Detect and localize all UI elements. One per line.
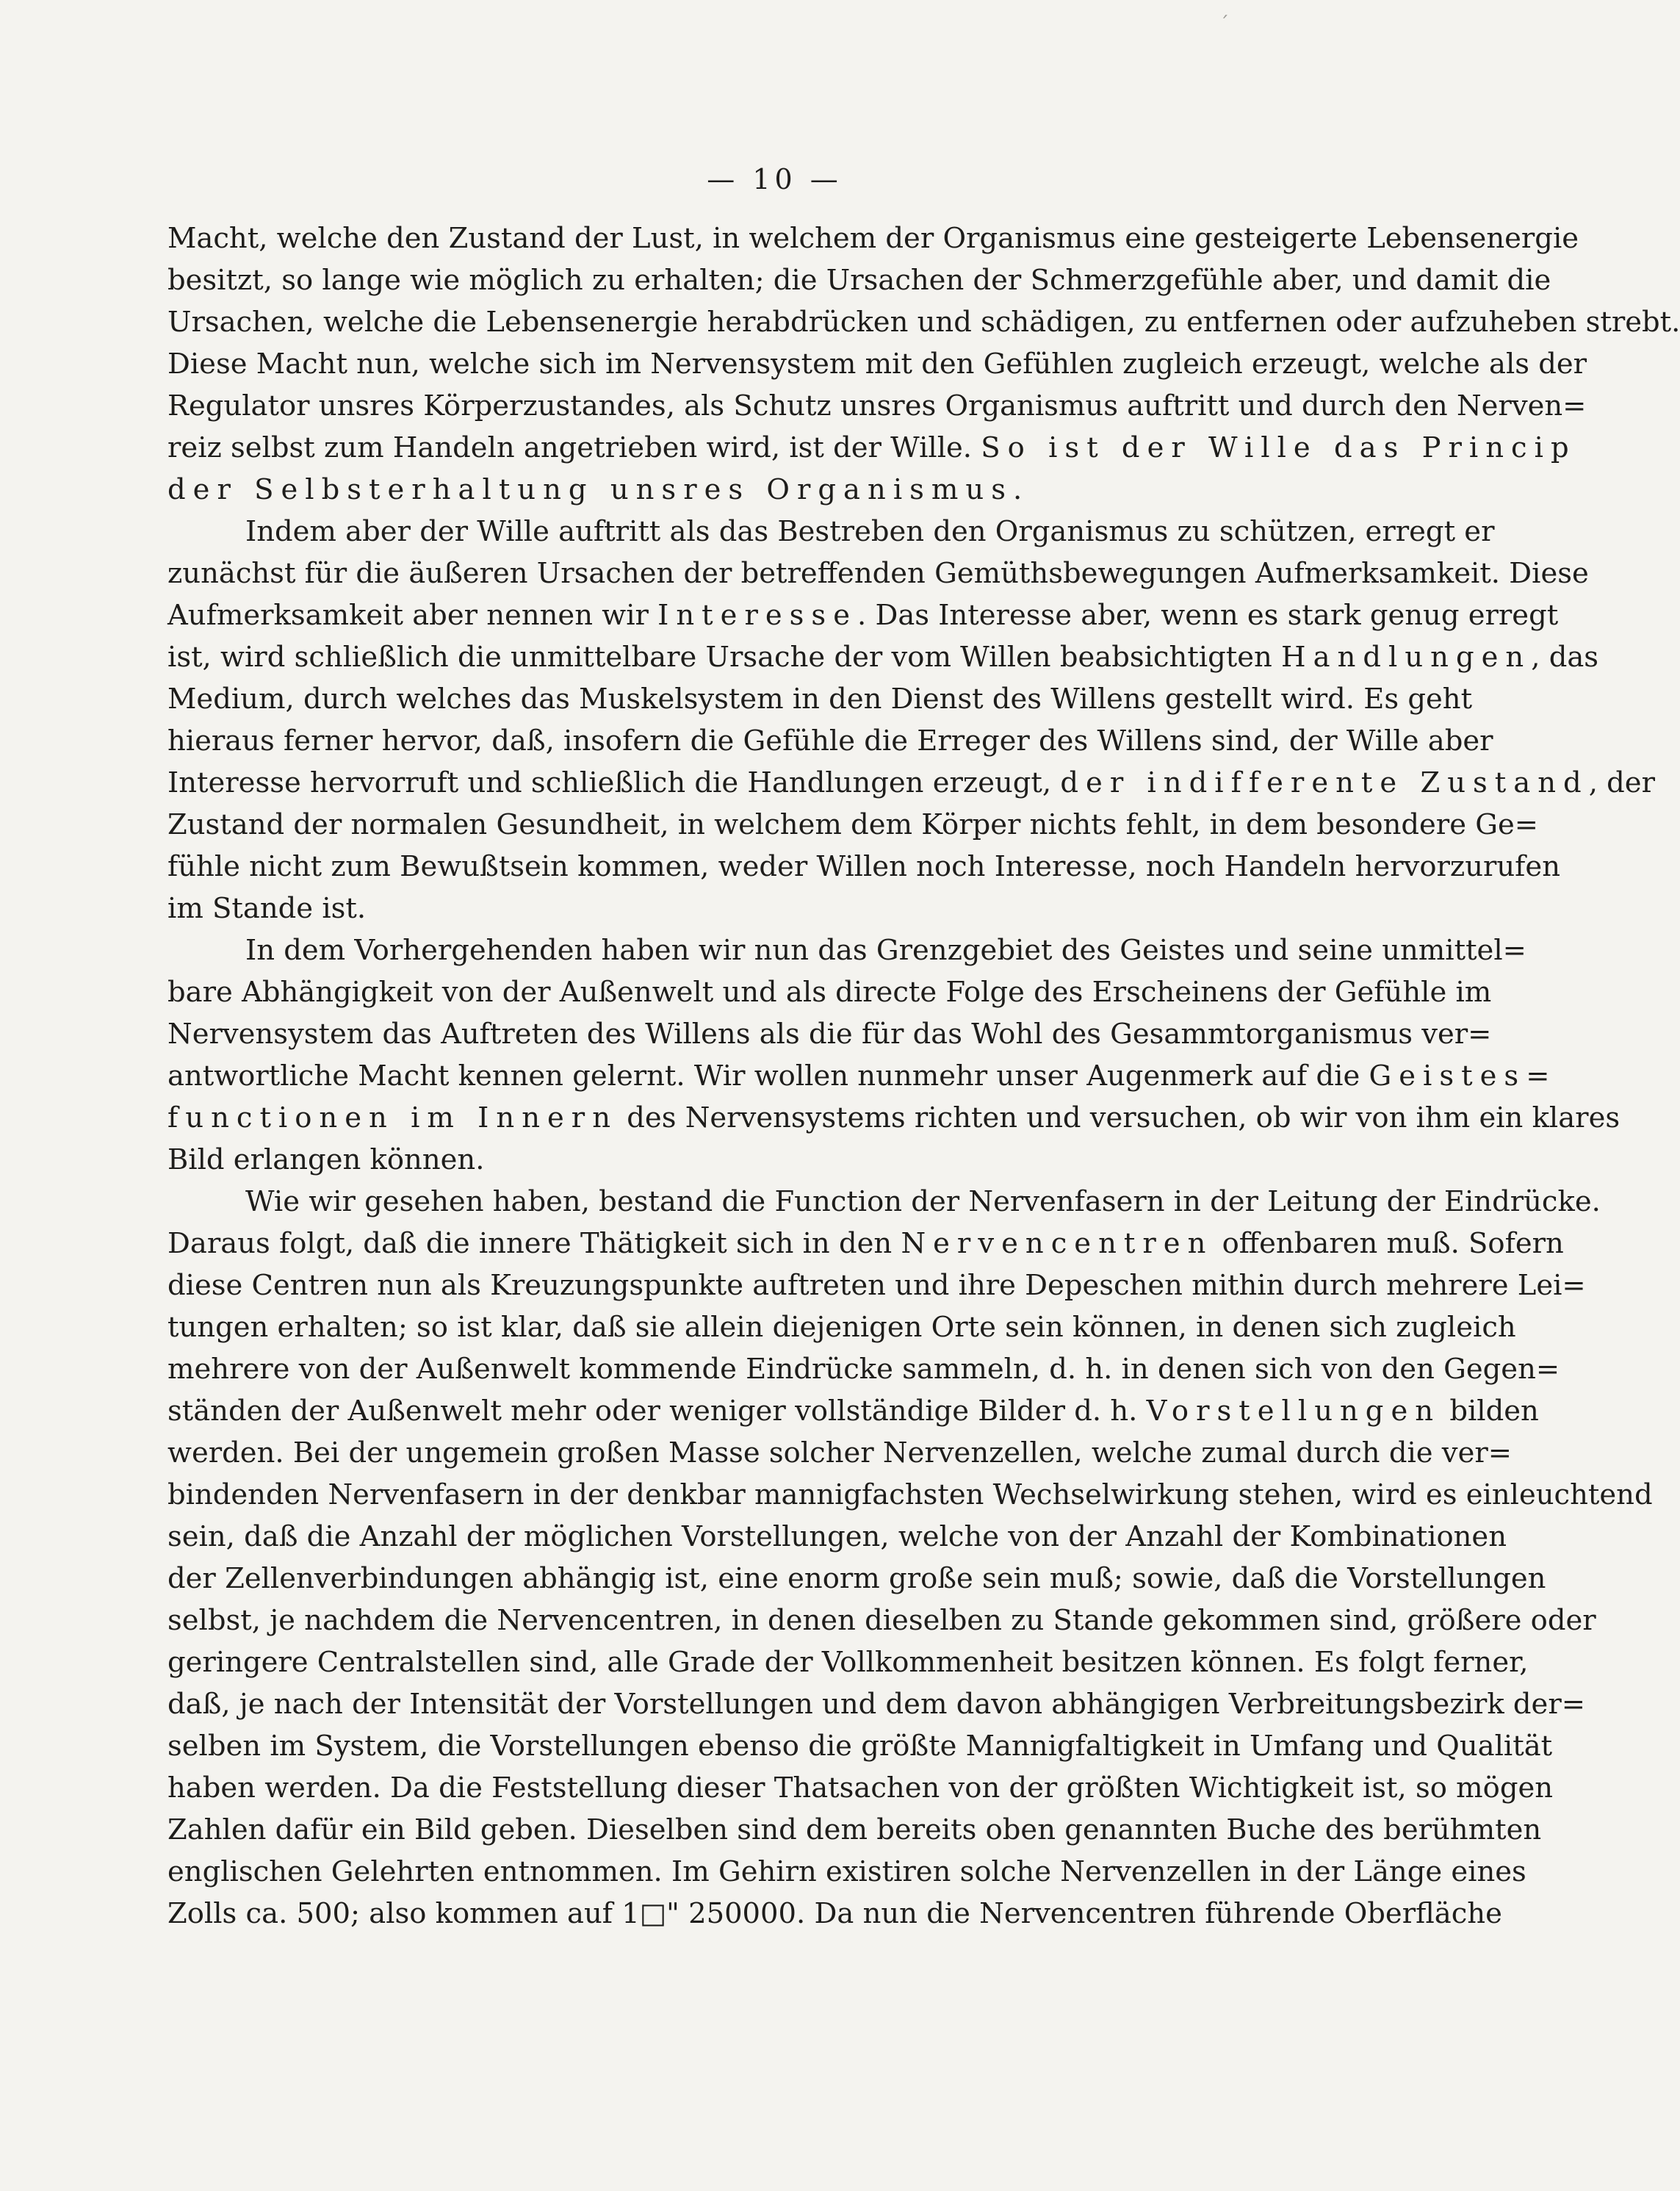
text-line: Zolls ca. 500; also kommen auf 1□" 250000. Da nun die Nervencentren führende Oberfläche — [167, 1897, 1502, 1930]
text-run: antwortliche Macht kennen gelernt. Wir wollen nunmehr unser Augenmerk auf die — [167, 1059, 1369, 1093]
text-line: Indem aber der Wille auftritt als das Bestreben den Organismus zu schützen, erregt er — [245, 515, 1495, 548]
text-line: zunächst für die äußeren Ursachen der betreffenden Gemüthsbewegungen Aufmerksamkeit. Diese — [167, 557, 1589, 590]
text-run: Daraus folgt, daß die innere Thätigkeit sich in den — [167, 1227, 901, 1260]
emphasis-line: der Selbsterhaltung unsres Organismus. — [167, 473, 1030, 506]
text-run: reiz selbst zum Handeln angetrieben wird, ist der Wille. — [167, 431, 981, 464]
text-run: des Nervensystems richten und versuchen, ob wir von ihm ein klares — [618, 1101, 1620, 1134]
corner-mark: ´ — [1219, 13, 1229, 35]
page-number-header: — 10 — — [707, 163, 843, 195]
text-line: Macht, welche den Zustand der Lust, in welchem der Organismus eine gesteigerte Lebensenergie — [167, 222, 1579, 255]
text-line: geringere Centralstellen sind, alle Grade der Vollkommenheit besitzen können. Es folgt ferner, — [167, 1646, 1529, 1679]
emphasis-text: Handlungen — [1281, 641, 1532, 674]
emphasis-text: der indifferente Zustand — [1060, 766, 1589, 799]
text-run: bilden — [1441, 1395, 1539, 1428]
text-line: Diese Macht nun, welche sich im Nervensystem mit den Gefühlen zugleich erzeugt, welche als der — [167, 348, 1587, 381]
paragraph-2 — [167, 511, 1655, 929]
text-line: selben im System, die Vorstellungen ebenso die größte Mannigfaltigkeit in Umfang und Qualität — [167, 1730, 1553, 1763]
text-run: ständen der Außenwelt mehr oder weniger vollständige Bilder d. h. — [167, 1395, 1147, 1428]
text-line: im Stande ist. — [167, 892, 367, 925]
text-line: fühle nicht zum Bewußtsein kommen, weder Willen noch Interesse, noch Handeln hervorzurufen — [167, 850, 1561, 883]
paragraph-3 — [167, 929, 1620, 1181]
emphasis-text: Nervencentren — [901, 1227, 1214, 1260]
emphasis-text: So ist der Wille das Princip — [981, 431, 1576, 464]
text-line: besitzt, so lange wie möglich zu erhalten; die Ursachen der Schmerzgefühle aber, und damit die — [167, 264, 1551, 297]
text-line — [167, 427, 1576, 469]
text-line: Ursachen, welche die Lebensenergie herabdrücken und schädigen, zu entfernen oder aufzuheben strebt. — [167, 306, 1680, 339]
text-line: selbst, je nachdem die Nervencentren, in denen dieselben zu Stande gekommen sind, größere oder — [167, 1604, 1596, 1637]
text-line: tungen erhalten; so ist klar, daß sie allein diejenigen Orte sein können, in denen sich zugleich — [167, 1311, 1516, 1344]
text-line — [167, 1097, 1620, 1139]
emphasis-text: Geistes= — [1369, 1059, 1557, 1093]
text-line: Regulator unsres Körperzustandes, als Schutz unsres Organismus auftritt und durch den Nerven= — [167, 389, 1587, 422]
text-run: , das — [1531, 641, 1599, 674]
body-text — [167, 217, 1680, 1935]
text-line: In dem Vorhergehenden haben wir nun das Grenzgebiet des Geistes und seine unmittel= — [245, 934, 1526, 967]
text-line — [167, 1390, 1539, 1432]
text-line: Zustand der normalen Gesundheit, in welchem dem Körper nichts fehlt, in dem besondere Ge= — [167, 808, 1539, 841]
text-line: englischen Gelehrten entnommen. Im Gehirn existiren solche Nervenzellen in der Länge eines — [167, 1855, 1526, 1888]
text-run: . Das Interesse aber, wenn es stark genug erregt — [857, 599, 1559, 632]
text-line — [167, 1223, 1564, 1264]
text-line — [167, 762, 1655, 804]
text-line: hieraus ferner hervor, daß, insofern die Gefühle die Erreger des Willens sind, der Wille aber — [167, 724, 1493, 758]
paragraph-4 — [167, 1181, 1653, 1935]
text-line: diese Centren nun als Kreuzungspunkte auftreten und ihre Depeschen mithin durch mehrere Lei= — [167, 1269, 1586, 1302]
text-line: bare Abhängigkeit von der Außenwelt und als directe Folge des Erscheinens der Gefühle im — [167, 976, 1492, 1009]
emphasis-text: functionen im Innern — [167, 1101, 619, 1134]
text-line: Nervensystem das Auftreten des Willens als die für das Wohl des Gesammtorganismus ver= — [167, 1018, 1492, 1051]
text-line: sein, daß die Anzahl der möglichen Vorstellungen, welche von der Anzahl der Kombinationen — [167, 1520, 1507, 1553]
text-line: daß, je nach der Intensität der Vorstellungen und dem davon abhängigen Verbreitungsbezirk der= — [167, 1688, 1585, 1721]
text-line: werden. Bei der ungemein großen Masse solcher Nervenzellen, welche zumal durch die ver= — [167, 1436, 1513, 1469]
text-line — [167, 594, 1559, 636]
text-line: Bild erlangen können. — [167, 1143, 485, 1176]
text-run: offenbaren muß. Sofern — [1213, 1227, 1564, 1260]
text-run: , der — [1588, 766, 1655, 799]
text-line: bindenden Nervenfasern in der denkbar mannigfachsten Wechselwirkung stehen, wird es einleuchtend — [167, 1478, 1653, 1511]
text-line — [167, 1055, 1557, 1097]
text-line: haben werden. Da die Feststellung dieser Thatsachen von der größten Wichtigkeit ist, so mögen — [167, 1771, 1554, 1805]
paragraph-1 — [167, 217, 1680, 511]
text-line: Wie wir gesehen haben, bestand die Function der Nervenfasern in der Leitung der Eindrücke. — [245, 1185, 1601, 1218]
emphasis-text: Interesse — [657, 599, 857, 632]
text-line: Zahlen dafür ein Bild geben. Dieselben sind dem bereits oben genannten Buche des berühmten — [167, 1813, 1542, 1846]
text-line: Medium, durch welches das Muskelsystem in den Dienst des Willens gestellt wird. Es geht — [167, 683, 1473, 716]
text-line: der Zellenverbindungen abhängig ist, eine enorm große sein muß; sowie, daß die Vorstellungen — [167, 1562, 1546, 1595]
text-run: Interesse hervorruft und schließlich die Handlungen erzeugt, — [167, 766, 1061, 799]
text-line: mehrere von der Außenwelt kommende Eindrücke sammeln, d. h. in denen sich von den Gegen= — [167, 1353, 1560, 1386]
text-run: ist, wird schließlich die unmittelbare Ursache der vom Willen beabsichtigten — [167, 641, 1282, 674]
text-run: Aufmerksamkeit aber nennen wir — [167, 599, 658, 632]
emphasis-text: Vorstellungen — [1146, 1395, 1441, 1428]
text-line — [167, 636, 1599, 678]
